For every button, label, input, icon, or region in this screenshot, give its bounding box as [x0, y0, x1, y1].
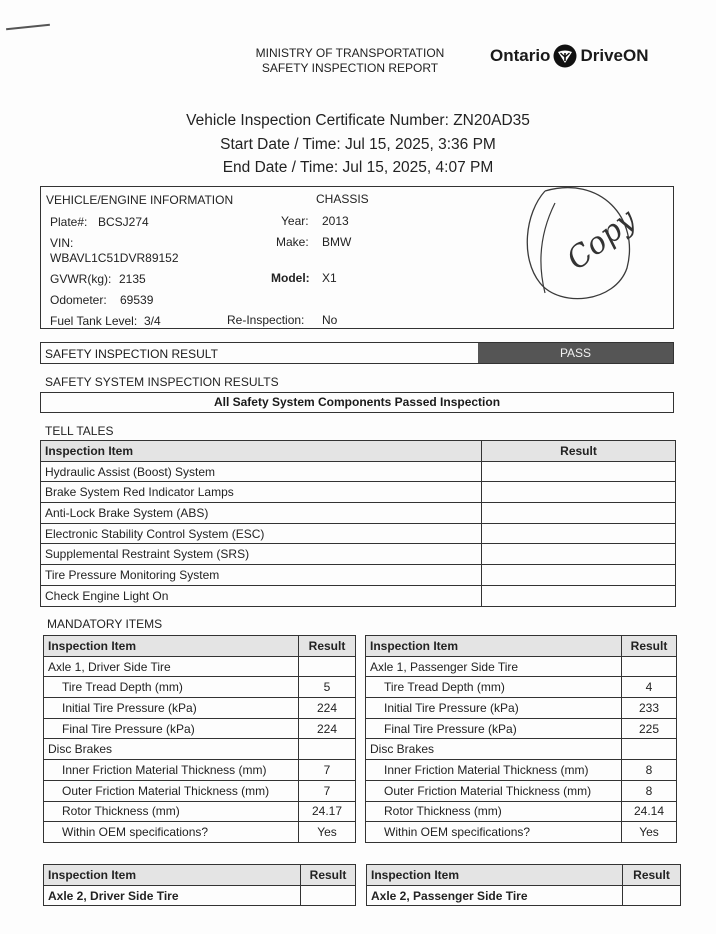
- col-result: Result: [299, 636, 356, 657]
- result-cell: 7: [299, 760, 356, 781]
- item-cell: Within OEM specifications?: [44, 822, 299, 843]
- plate-value: BCSJ274: [98, 215, 149, 229]
- mandatory-items-title: MANDATORY ITEMS: [47, 617, 163, 631]
- result-cell: [482, 544, 676, 565]
- table-row: [41, 544, 676, 565]
- handwritten-copy-text: Copy: [560, 202, 643, 278]
- item-cell: Final Tire Pressure (kPa): [366, 718, 622, 739]
- result-cell: [482, 482, 676, 503]
- safety-result-bar: [40, 342, 674, 364]
- result-cell: [622, 739, 677, 760]
- result-cell: Yes: [299, 822, 356, 843]
- table-row: [44, 885, 356, 906]
- table-row: [44, 780, 356, 801]
- odometer-label: Odometer:: [50, 293, 107, 307]
- item-cell: Tire Pressure Monitoring System: [41, 565, 482, 586]
- table-row: [41, 461, 676, 482]
- table-row: [366, 698, 677, 719]
- item-cell: Supplemental Restraint System (SRS): [41, 544, 482, 565]
- certificate-number: Vehicle Inspection Certificate Number: ZN20AD35: [186, 112, 530, 129]
- result-cell: 24.17: [299, 801, 356, 822]
- table-row: [44, 698, 356, 719]
- tell-tales-table: [40, 440, 676, 607]
- item-cell: Tire Tread Depth (mm): [44, 677, 299, 698]
- chassis-label: CHASSIS: [316, 192, 369, 206]
- table-row: [41, 503, 676, 524]
- axle1-passenger-table: [365, 635, 677, 843]
- safety-system-title: SAFETY SYSTEM INSPECTION RESULTS: [45, 375, 279, 389]
- tire-heading: Axle 2, Driver Side Tire: [44, 885, 301, 906]
- col-result: Result: [622, 636, 677, 657]
- table-row: [41, 585, 676, 606]
- trillium-icon: [553, 44, 577, 68]
- reinspection-value: No: [322, 313, 338, 327]
- plate-label: Plate#:: [50, 215, 88, 229]
- stray-pen-mark: [6, 24, 50, 31]
- safety-system-summary: All Safety System Components Passed Inspection: [40, 392, 674, 413]
- item-cell: Hydraulic Assist (Boost) System: [41, 461, 482, 482]
- item-cell: Initial Tire Pressure (kPa): [44, 698, 299, 719]
- ontario-driveon-logo: [490, 44, 648, 68]
- disc-heading: Disc Brakes: [44, 739, 299, 760]
- table-row: [44, 677, 356, 698]
- axle2-driver-table: [43, 864, 356, 906]
- table-header-row: [44, 636, 356, 657]
- fuel-label: Fuel Tank Level:: [50, 314, 138, 328]
- result-cell: [622, 656, 677, 677]
- item-cell: Inner Friction Material Thickness (mm): [44, 760, 299, 781]
- table-row: [366, 822, 677, 843]
- table-header-row: [41, 441, 676, 462]
- col-inspection-item: Inspection Item: [44, 865, 301, 886]
- item-cell: Electronic Stability Control System (ESC): [41, 523, 482, 544]
- make-value: BMW: [322, 235, 352, 249]
- axle2-passenger-table: [366, 864, 681, 906]
- brand-driveon: DriveON: [580, 46, 649, 65]
- result-cell: 224: [299, 698, 356, 719]
- item-cell: Outer Friction Material Thickness (mm): [366, 780, 622, 801]
- tire-heading: Axle 1, Driver Side Tire: [44, 656, 299, 677]
- result-cell: Yes: [622, 822, 677, 843]
- result-cell: 24.14: [622, 801, 677, 822]
- table-row: [44, 739, 356, 760]
- item-cell: Anti-Lock Brake System (ABS): [41, 503, 482, 524]
- table-row: [366, 718, 677, 739]
- result-cell: [482, 503, 676, 524]
- gvwr-label: GVWR(kg):: [50, 272, 112, 286]
- vehicle-section-label: VEHICLE/ENGINE INFORMATION: [46, 193, 234, 207]
- table-row: [367, 885, 681, 906]
- item-cell: Initial Tire Pressure (kPa): [366, 698, 622, 719]
- result-cell: 8: [622, 780, 677, 801]
- vin-label: VIN:: [50, 236, 74, 250]
- report-name: SAFETY INSPECTION REPORT: [261, 61, 439, 75]
- item-cell: Rotor Thickness (mm): [366, 801, 622, 822]
- col-inspection-item: Inspection Item: [366, 636, 622, 657]
- safety-result-label: SAFETY INSPECTION RESULT: [45, 347, 218, 361]
- table-row: [366, 780, 677, 801]
- disc-heading: Disc Brakes: [366, 739, 622, 760]
- fuel-value: 3/4: [144, 314, 161, 328]
- reinspection-label: Re-Inspection:: [227, 313, 305, 327]
- model-value: X1: [322, 271, 337, 285]
- item-cell: Final Tire Pressure (kPa): [44, 718, 299, 739]
- result-cell: 4: [622, 677, 677, 698]
- year-value: 2013: [322, 214, 349, 228]
- result-cell: [623, 885, 681, 906]
- table-row: [41, 523, 676, 544]
- table-row: [41, 482, 676, 503]
- result-cell: [482, 585, 676, 606]
- table-row: [366, 739, 677, 760]
- table-header-row: [366, 636, 677, 657]
- result-cell: 7: [299, 780, 356, 801]
- vin-value: WBAVL1C51DVR89152: [50, 251, 179, 265]
- item-cell: Check Engine Light On: [41, 585, 482, 606]
- end-datetime: End Date / Time: Jul 15, 2025, 4:07 PM: [222, 159, 494, 176]
- odometer-value: 69539: [120, 293, 154, 307]
- start-datetime: Start Date / Time: Jul 15, 2025, 3:36 PM: [220, 136, 496, 153]
- result-cell: [482, 461, 676, 482]
- axle1-driver-table: [43, 635, 356, 843]
- handwritten-copy-mark: [505, 183, 675, 318]
- item-cell: Outer Friction Material Thickness (mm): [44, 780, 299, 801]
- col-inspection-item: Inspection Item: [41, 441, 482, 462]
- tire-heading: Axle 1, Passenger Side Tire: [366, 656, 622, 677]
- table-row: [44, 760, 356, 781]
- pass-badge: PASS: [478, 343, 673, 363]
- ministry-header: [240, 46, 460, 76]
- year-label: Year:: [281, 214, 309, 228]
- table-row: [44, 656, 356, 677]
- result-cell: [299, 739, 356, 760]
- result-cell: 233: [622, 698, 677, 719]
- make-label: Make:: [276, 235, 309, 249]
- result-cell: 225: [622, 718, 677, 739]
- result-cell: 5: [299, 677, 356, 698]
- result-cell: [301, 885, 356, 906]
- model-label: Model:: [271, 271, 310, 285]
- table-row: [44, 718, 356, 739]
- col-result: Result: [482, 441, 676, 462]
- result-cell: [299, 656, 356, 677]
- table-row: [44, 801, 356, 822]
- gvwr-value: 2135: [119, 272, 146, 286]
- result-cell: 224: [299, 718, 356, 739]
- col-result: Result: [623, 865, 681, 886]
- item-cell: Brake System Red Indicator Lamps: [41, 482, 482, 503]
- result-cell: [482, 565, 676, 586]
- tire-heading: Axle 2, Passenger Side Tire: [367, 885, 623, 906]
- table-row: [366, 677, 677, 698]
- tell-tales-title: TELL TALES: [45, 424, 114, 438]
- table-row: [366, 656, 677, 677]
- ministry-name: MINISTRY OF TRANSPORTATION: [255, 46, 445, 60]
- table-header-row: [44, 865, 356, 886]
- col-inspection-item: Inspection Item: [367, 865, 623, 886]
- table-row: [366, 760, 677, 781]
- table-row: [44, 822, 356, 843]
- item-cell: Tire Tread Depth (mm): [366, 677, 622, 698]
- table-row: [41, 565, 676, 586]
- table-row: [366, 801, 677, 822]
- col-result: Result: [301, 865, 356, 886]
- brand-ontario: Ontario: [490, 46, 551, 65]
- item-cell: Within OEM specifications?: [366, 822, 622, 843]
- col-inspection-item: Inspection Item: [44, 636, 299, 657]
- item-cell: Rotor Thickness (mm): [44, 801, 299, 822]
- table-header-row: [367, 865, 681, 886]
- item-cell: Inner Friction Material Thickness (mm): [366, 760, 622, 781]
- result-cell: 8: [622, 760, 677, 781]
- result-cell: [482, 523, 676, 544]
